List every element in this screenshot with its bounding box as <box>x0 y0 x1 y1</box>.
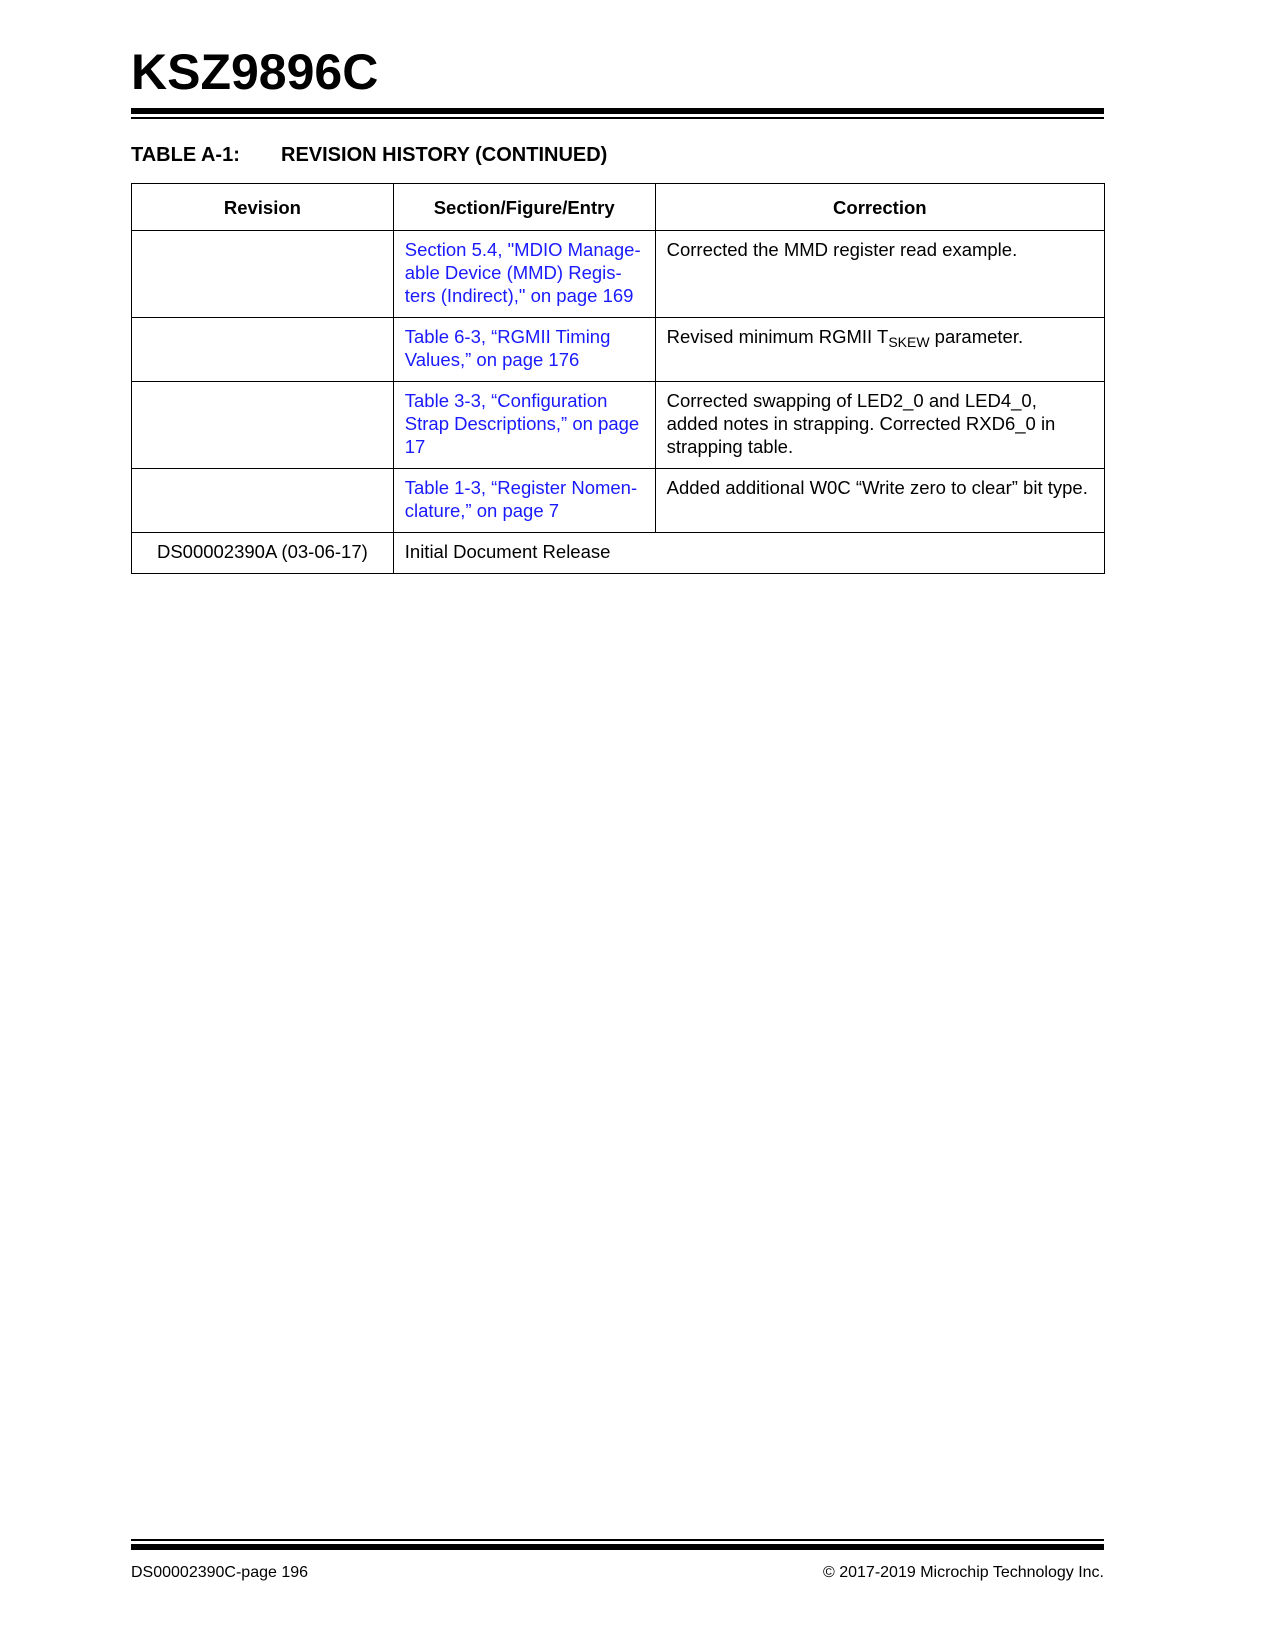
revision-cell <box>132 469 394 533</box>
column-header-section: Section/Figure/Entry <box>393 184 655 231</box>
column-header-revision: Revision <box>132 184 394 231</box>
revision-cell <box>132 231 394 318</box>
section-link[interactable]: Table 1-3, “Register Nomen-clature,” on page 7 <box>404 477 638 521</box>
table-header-row <box>132 184 1105 231</box>
column-header-correction: Correction <box>655 184 1104 231</box>
section-link[interactable]: Table 6-3, “RGMII Timing Values,” on page 176 <box>404 326 611 370</box>
table-row <box>132 469 1105 533</box>
correction-cell <box>655 318 1104 382</box>
table-row <box>132 318 1105 382</box>
correction-cell: Corrected the MMD register read example. <box>655 231 1104 318</box>
correction-subscript: SKEW <box>888 334 930 350</box>
section-cell <box>393 382 655 469</box>
section-cell <box>393 231 655 318</box>
release-note-cell: Initial Document Release <box>393 533 1104 574</box>
revision-cell: DS00002390A (03-06-17) <box>132 533 394 574</box>
footer-copyright: © 2017-2019 Microchip Technology Inc. <box>823 1564 1104 1581</box>
footer-page-number: DS00002390C-page 196 <box>131 1564 309 1581</box>
section-link[interactable]: Table 3-3, “Configuration Strap Descriptions,” on page 17 <box>404 390 640 457</box>
table-caption-title: REVISION HISTORY (CONTINUED) <box>281 144 608 166</box>
table-caption <box>131 144 607 167</box>
header-rule-thick <box>131 108 1104 114</box>
correction-text-end: parameter. <box>929 326 1024 347</box>
revision-cell <box>132 318 394 382</box>
footer-rule-thin <box>131 1539 1104 1541</box>
correction-cell: Added additional W0C “Write zero to clear” bit type. <box>655 469 1104 533</box>
table-row <box>132 231 1105 318</box>
revision-cell <box>132 382 394 469</box>
footer-rule-thick <box>131 1544 1104 1550</box>
correction-text: Revised minimum RGMII T <box>666 326 889 347</box>
header-rule-thin <box>131 117 1104 119</box>
table-caption-number: TABLE A-1: <box>131 144 240 166</box>
section-cell <box>393 318 655 382</box>
section-cell <box>393 469 655 533</box>
correction-cell: Corrected swapping of LED2_0 and LED4_0, added notes in strapping. Corrected RXD6_0 in strapping table. <box>655 382 1104 469</box>
revision-history-table <box>131 183 1105 574</box>
section-link[interactable]: Section 5.4, "MDIO Manage-able Device (MMD) Regis-ters (Indirect)," on page 169 <box>404 239 641 306</box>
document-title: KSZ9896C <box>131 44 379 100</box>
table-row <box>132 533 1105 574</box>
table-row <box>132 382 1105 469</box>
